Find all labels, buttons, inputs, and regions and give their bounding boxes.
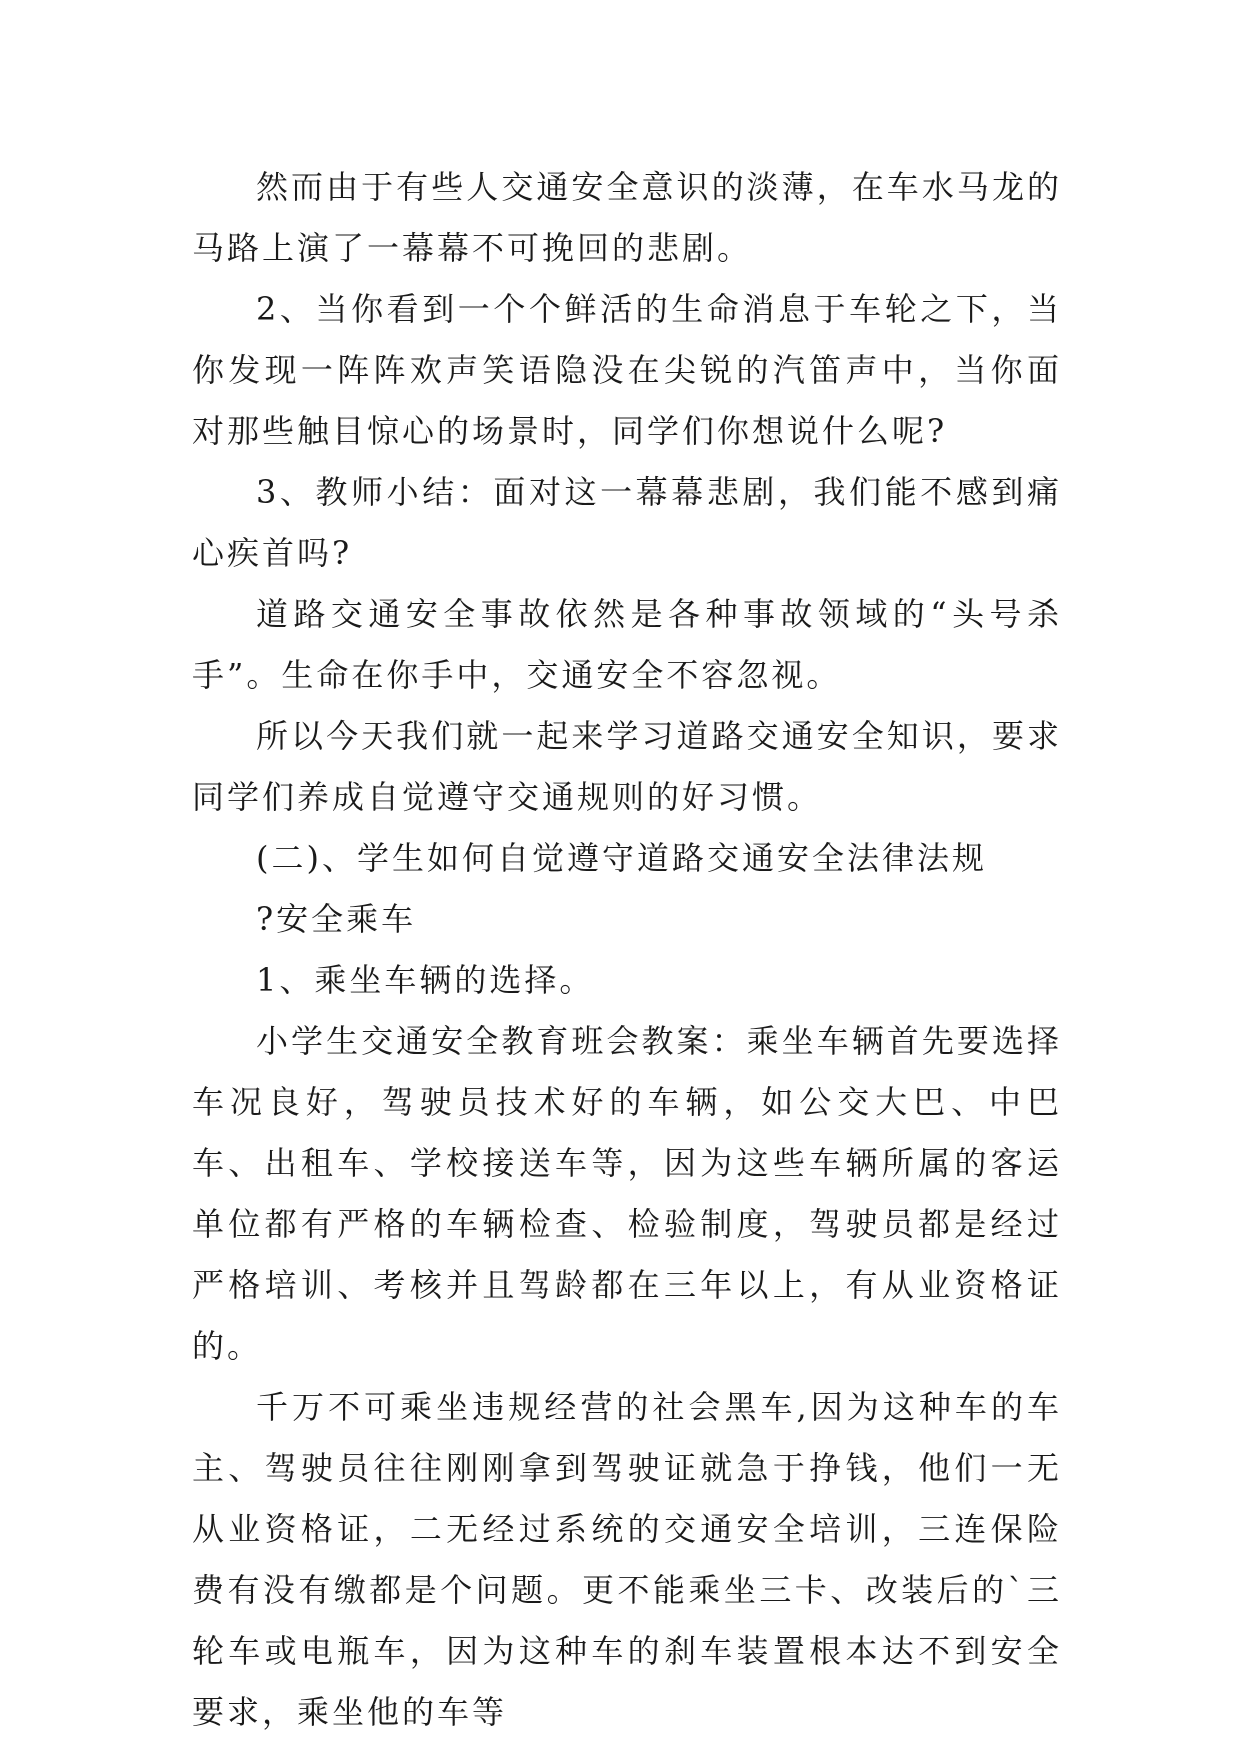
paragraph-1: 然而由于有些人交通安全意识的淡薄，在车水马龙的马路上演了一幕幕不可挽回的悲剧。 xyxy=(192,168,1062,267)
paragraph-4: 道路交通安全事故依然是各种事故领域的“头号杀手”。生命在你手中，交通安全不容忽视。 xyxy=(192,595,1062,694)
list-item-heading: 1、乘坐车辆的选择。 xyxy=(256,961,595,999)
paragraph-10: 千万不可乘坐违规经营的社会黑车,因为这种车的车主、驾驶员往往刚刚拿到驾驶证就急于挣钱，他们一无从业资格证，二无经过系统的交通安全培训，三连保险费有没有缴都是个问题。更不能乘坐三卡、改装后的`三轮车或电瓶车，因为这种车的刹车装置根本达不到安全要求，乘坐他的车等 xyxy=(192,1388,1062,1731)
paragraph-3: 3、教师小结：面对这一幕幕悲剧，我们能不感到痛心疾首吗? xyxy=(192,473,1062,572)
subsection-heading: ?安全乘车 xyxy=(256,900,417,938)
paragraph-9: 小学生交通安全教育班会教案：乘坐车辆首先要选择车况良好，驾驶员技术好的车辆，如公交大巴、中巴车、出租车、学校接送车等，因为这些车辆所属的客运单位都有严格的车辆检查、检验制度，驾驶员都是经过严格培训、考核并且驾龄都在三年以上，有从业资格证的。 xyxy=(192,1022,1062,1365)
document-body xyxy=(192,157,1062,1743)
section-heading: (二)、学生如何自觉遵守道路交通安全法律法规 xyxy=(256,839,987,877)
paragraph-2: 2、当你看到一个个鲜活的生命消息于车轮之下，当你发现一阵阵欢声笑语隐没在尖锐的汽笛声中，当你面对那些触目惊心的场景时，同学们你想说什么呢? xyxy=(192,290,1062,450)
paragraph-5: 所以今天我们就一起来学习道路交通安全知识，要求同学们养成自觉遵守交通规则的好习惯。 xyxy=(192,717,1062,816)
